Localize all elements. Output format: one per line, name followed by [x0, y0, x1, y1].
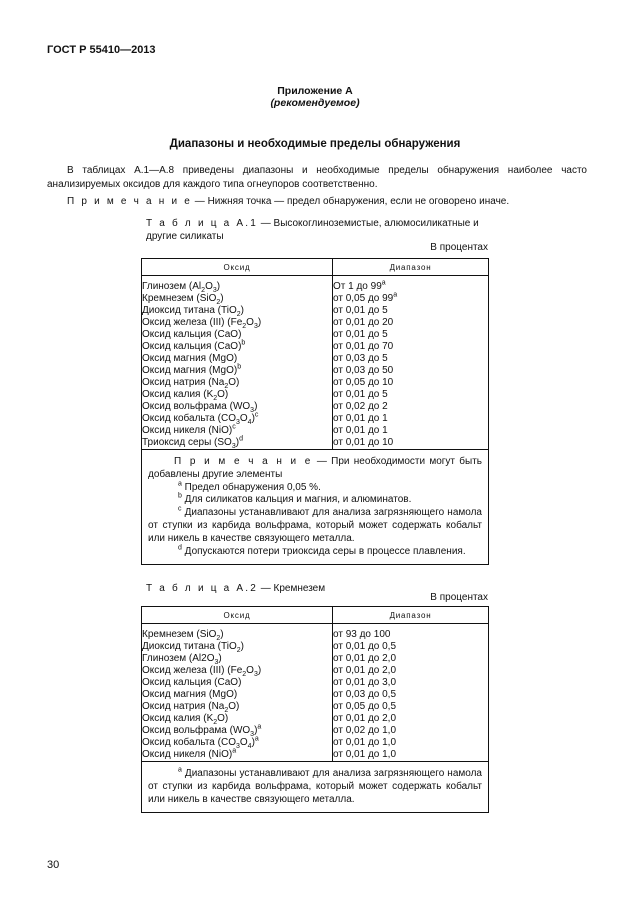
- oxide-name: Кремнезем (SiO$_2$): [142, 293, 224, 306]
- oxide-name: Глинозем $(Al_2O_3)$: [142, 281, 221, 294]
- oxide-name: Оксид вольфрама $(WO_3)^a$: [142, 723, 262, 738]
- note-label: П р и м е ч а н и е: [67, 196, 193, 207]
- range-value: от 0,01 до 10: [333, 437, 394, 448]
- table1-footnote: $^d$ Допускаются потери триоксида серы в процессе плавления.: [178, 544, 466, 557]
- oxide-name: Глинозем $(Al2O_3)$: [142, 653, 222, 666]
- range-value: от 0,01 до 70: [333, 341, 394, 352]
- intro-paragraph: В таблицах А.1—А.8 приведены диапазоны и необходимые пределы обнаружения наиболее часто анализируемых оксидов для каждого типа огнеупоров соответственно.: [47, 165, 587, 190]
- range-value: от 0,03 до 0,5: [333, 689, 397, 700]
- oxide-name: Оксид железа (III) $(Fe_2O_3)$: [142, 665, 262, 678]
- range-value: от 0,05 до 0,5: [333, 701, 397, 712]
- table1-caption: [146, 218, 496, 243]
- appendix-subtitle: (рекомендуемое): [270, 97, 360, 109]
- range-value: от 0,01 до 5: [333, 329, 388, 340]
- range-value: от 0,01 до 2,0: [333, 665, 397, 676]
- range-value: от 0,01 до 5: [333, 389, 388, 400]
- appendix-title: Приложение А: [277, 85, 353, 97]
- table2-oxide-column: [142, 629, 333, 762]
- oxide-name: Кремнезем (SiO$_2$): [142, 629, 224, 642]
- range-value: от 0,03 до 50: [333, 365, 394, 376]
- oxide-name: Оксид кальция (CaO)$^b$: [142, 339, 246, 352]
- table1-oxide-column: [142, 281, 333, 450]
- range-value: от 0,01 до 1,0: [333, 737, 397, 748]
- range-value: от 0,01 до 2,0: [333, 713, 397, 724]
- table1-header-range: Диапазон: [333, 259, 489, 276]
- table1-footnote: $^a$ Предел обнаружения 0,05 %.: [178, 480, 321, 493]
- oxide-name: Оксид магния (MgO): [142, 689, 238, 700]
- oxide-name: Оксид кобальта $(CO_3O_4)^a$: [142, 735, 259, 750]
- table1-units: В процентах: [430, 242, 488, 253]
- table2-footnote: $^a$ Диапазоны устанавливают для анализа загрязняющего намола от ступки из карбида вольфрама, который может содержать кобальт или никель в качестве связующего металла.: [148, 766, 482, 805]
- oxide-name: Оксид железа (III) $(Fe_2O_3)$: [142, 317, 262, 330]
- range-value: от 0,02 до 1,0: [333, 725, 397, 736]
- document-id: ГОСТ Р 55410—2013: [47, 44, 156, 56]
- note-text: — Нижняя точка — предел обнаружения, если не оговорено иначе.: [192, 196, 510, 207]
- table1-caption-text: — Высокоглиноземистые, алюмосиликатные и другие силикаты: [146, 218, 479, 242]
- table2-units: В процентах: [430, 592, 488, 603]
- oxide-name: Оксид кобальта $(CO_3O_4)^c$: [142, 411, 259, 426]
- range-value: от 0,01 до 1: [333, 413, 388, 424]
- table1-footnote: $^c$ Диапазоны устанавливают для анализа загрязняющего намола от ступки из карбида вольфрама, который может содержать кобальт или никель в качестве связующего металла.: [148, 505, 482, 544]
- range-value: От 1 до 99$^a$: [333, 279, 386, 292]
- range-value: от 0,05 до 10: [333, 377, 394, 388]
- range-value: от 93 до 100: [333, 629, 391, 640]
- table1: [141, 258, 489, 565]
- oxide-name: Оксид кальция (CaO): [142, 329, 242, 340]
- page-number: 30: [47, 859, 60, 871]
- range-value: от 0,01 до 20: [333, 317, 394, 328]
- table1-header-oxide: Оксид: [142, 259, 333, 276]
- table2-caption-text: — Кремнезем: [257, 583, 326, 594]
- range-value: от 0,01 до 1: [333, 425, 388, 436]
- oxide-name: Диоксид титана (TiO$_2$): [142, 641, 244, 654]
- table2: [141, 606, 489, 813]
- range-value: от 0,01 до 5: [333, 305, 388, 316]
- range-value: от 0,01 до 1,0: [333, 749, 397, 760]
- range-value: от 0,01 до 2,0: [333, 653, 397, 664]
- range-value: от 0,03 до 5: [333, 353, 388, 364]
- table2-header-oxide: Оксид: [142, 607, 333, 624]
- range-value: от 0,01 до 3,0: [333, 677, 397, 688]
- oxide-name: Оксид никеля (NiO)$^a$: [142, 747, 237, 760]
- oxide-name: Оксид никеля (NiO)$^c$: [142, 423, 236, 436]
- table2-notes: [142, 762, 489, 813]
- table1-note-label: П р и м е ч а н и е: [174, 456, 313, 467]
- table2-caption-label: Т а б л и ц а А.2: [146, 583, 258, 594]
- table1-notes: [142, 450, 489, 565]
- oxide-name: Оксид вольфрама $(WO_3)$: [142, 401, 258, 414]
- table1-caption-label: Т а б л и ц а А.1: [146, 218, 258, 229]
- table2-header-range: Диапазон: [333, 607, 489, 624]
- oxide-name: Оксид натрия $(Na_2O)$: [142, 701, 240, 714]
- oxide-name: Оксид калия $(K_2O)$: [142, 713, 229, 726]
- oxide-name: Оксид калия $(K_2O)$: [142, 389, 229, 402]
- table1-note-text: — При необходимости могут быть добавлены другие элементы: [148, 456, 482, 480]
- table2-range-column: [333, 629, 489, 762]
- oxide-name: Оксид кальция (CaO): [142, 677, 242, 688]
- oxide-name: Оксид натрия $(Na_2O)$: [142, 377, 240, 390]
- table2-caption: [146, 583, 325, 594]
- range-value: от 0,05 до 99$^a$: [333, 291, 398, 304]
- oxide-name: Оксид магния (MgO)$^b$: [142, 363, 242, 376]
- oxide-name: Диоксид титана (TiO$_2$): [142, 305, 244, 318]
- range-value: от 0,01 до 0,5: [333, 641, 397, 652]
- general-note: [47, 196, 587, 207]
- section-title: Диапазоны и необходимые пределы обнаружения: [169, 138, 461, 150]
- table1-footnote: $^b$ Для силикатов кальция и магния, и алюминатов.: [178, 493, 412, 506]
- oxide-name: Триоксид серы $(SO_3)^d$: [142, 435, 243, 450]
- table1-range-column: [333, 281, 489, 450]
- oxide-name: Оксид магния (MgO): [142, 353, 238, 364]
- range-value: от 0,02 до 2: [333, 401, 388, 412]
